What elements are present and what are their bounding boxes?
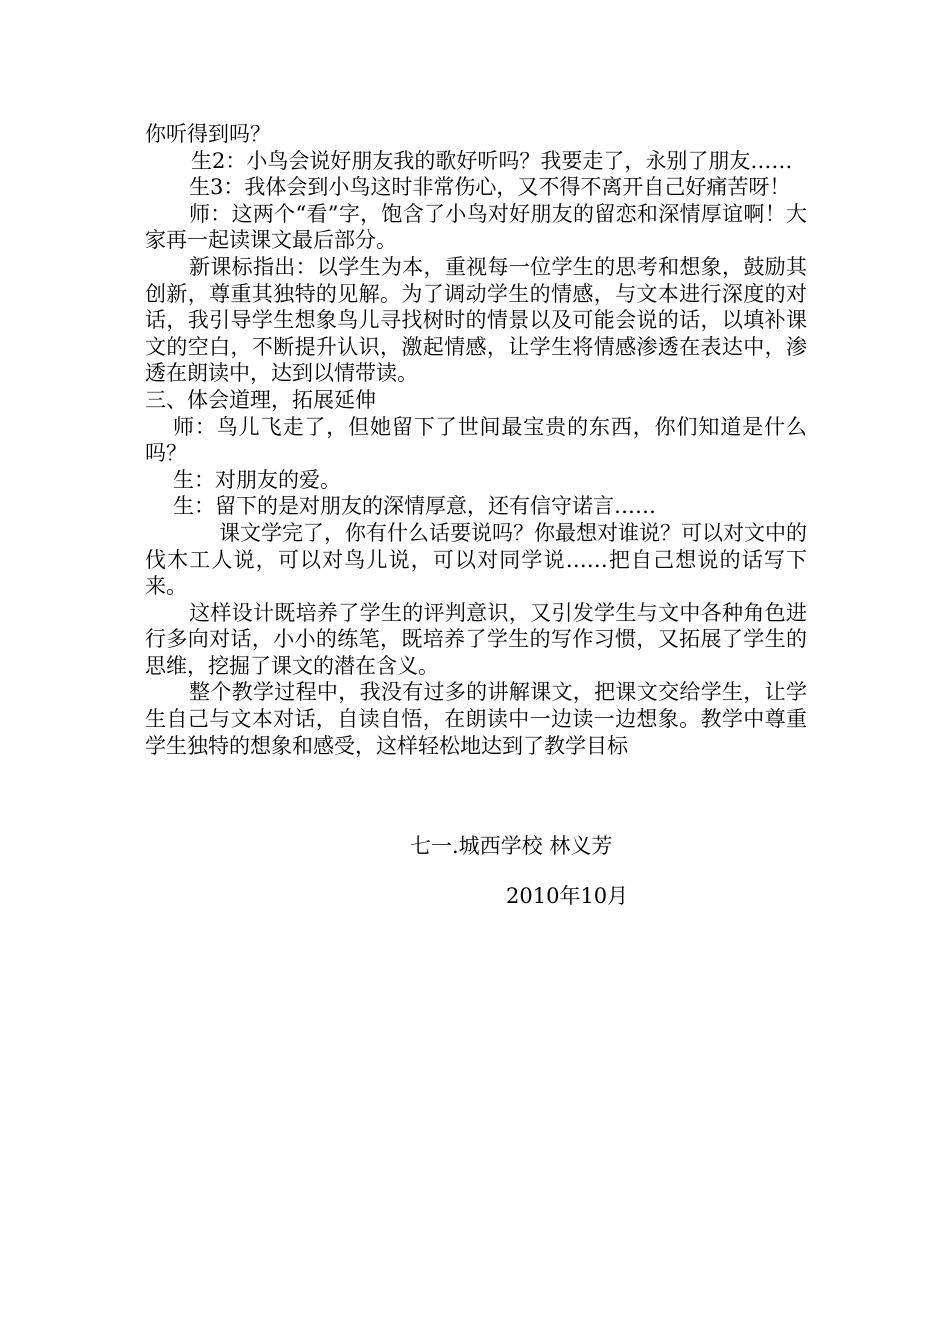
paragraph: 师：这两个“看”字，饱含了小鸟对好朋友的留恋和深情厚谊啊！大家再一起读课文最后部分。 [145,201,807,253]
document-body [145,121,807,759]
paragraph: 生：留下的是对朋友的深情厚意，还有信守诺言…… [173,494,656,519]
paragraph: 生2：小鸟会说好朋友我的歌好听吗？我要走了，永别了朋友…… [191,148,793,173]
paragraph: 师：鸟儿飞走了，但她留下了世间最宝贵的东西，你们知道是什么吗？ [145,414,807,466]
paragraph: 课文学完了，你有什么话要说吗？你最想对谁说？可以对文中的伐木工人说，可以对鸟儿说，可以对同学说……把自己想说的话写下来。 [145,520,807,599]
paragraph: 生：对朋友的爱。 [173,467,341,492]
document-date: 2010年10月 [506,884,629,908]
paragraph: 生3：我体会到小鸟这时非常伤心，又不得不离开自己好痛苦呀！ [189,175,791,200]
paragraph: 新课标指出：以学生为本，重视每一位学生的思考和想象，鼓励其创新，尊重其独特的见解。为了调动学生的情感，与文本进行深度的对话，我引导学生想象鸟儿寻找树时的情景以及可能会说的话，以填补课文的空白，不断提升认识，激起情感，让学生将情感渗透在表达中，渗透在朗读中，达到以情带读。 [145,254,807,386]
paragraph: 这样设计既培养了学生的评判意识，又引发学生与文中各种角色进行多向对话，小小的练笔，既培养了学生的写作习惯，又拓展了学生的思维，挖掘了课文的潜在含义。 [145,600,807,678]
section-heading: 三、体会道理，拓展延伸 [145,387,376,412]
author-signature: 七一.城西学校 林义芳 [410,834,613,858]
paragraph: 你听得到吗？ [145,122,271,146]
paragraph: 整个教学过程中，我没有过多的讲解课文，把课文交给学生，让学生自己与文本对话，自读自悟，在朗读中一边读一边想象。教学中尊重学生独特的想象和感受，这样轻松地达到了教学目标 [145,680,807,758]
